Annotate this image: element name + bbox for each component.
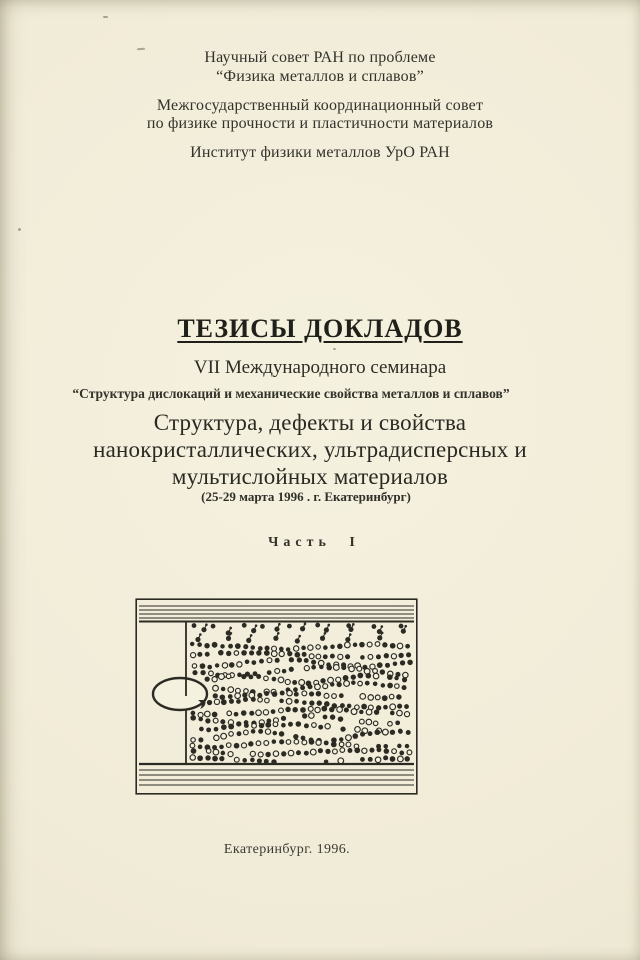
- page-title: ТЕЗИСЫ ДОКЛАДОВ: [177, 314, 463, 343]
- seminar-line: VII Международного семинара: [193, 357, 447, 378]
- interstate-line-1: Межгосударственный координационный совет: [156, 97, 484, 114]
- structure-figure: [135, 598, 418, 795]
- subject-line-1: Структура, дефекты и свойства: [153, 410, 467, 435]
- scan-speck: [18, 228, 21, 231]
- seminar-topic-line: “Структура дислокаций и механические свойства металлов и сплавов”: [72, 386, 510, 401]
- council-line-1: Научный совет РАН по проблеме: [204, 49, 436, 66]
- subject-line-2: нанокристаллических, ультрадисперсных и: [93, 437, 527, 462]
- interstate-line-2: по физике прочности и пластичности материалов: [146, 115, 494, 132]
- scan-speck: [103, 16, 108, 18]
- scan-speck: [333, 348, 336, 350]
- institute-line: Институт физики металлов УрО РАН: [190, 144, 450, 161]
- structure-figure-svg: [135, 598, 418, 795]
- imprint-line: Екатеринбург. 1996.: [223, 842, 351, 857]
- subject-line-3: мультислойных материалов: [171, 464, 449, 489]
- date-place-line: (25-29 марта 1996 . г. Екатеринбург): [201, 489, 411, 504]
- part-label: Часть I: [268, 535, 360, 550]
- council-line-2: “Физика металлов и сплавов”: [216, 68, 424, 85]
